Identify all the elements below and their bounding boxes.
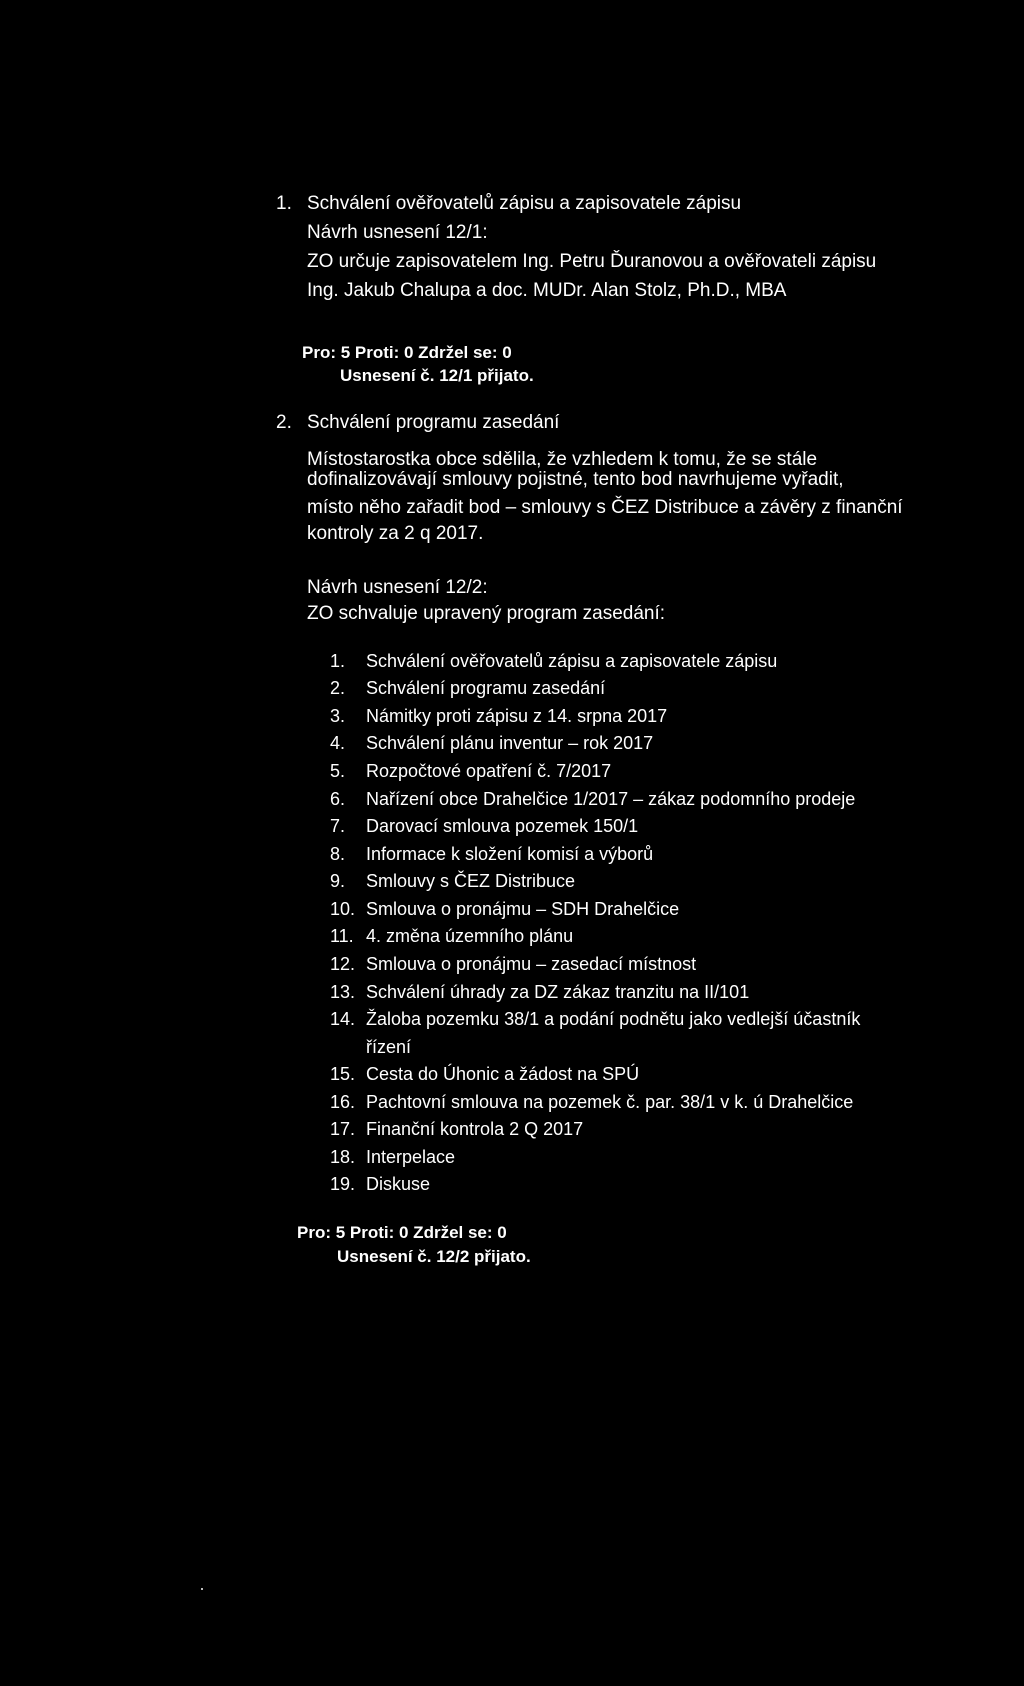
agenda-item-text: Schválení programu zasedání [366,678,606,698]
agenda-item-text: Schválení úhrady za DZ zákaz tranzitu na II/101 [366,982,750,1002]
agenda-item-text: Darovací smlouva pozemek 150/1 [366,816,639,836]
agenda-item-text: Schválení ověřovatelů zápisu a zapisovatele zápisu [366,651,778,671]
section2-proposal-label: Návrh usnesení 12/2: [307,577,488,598]
agenda-item-number: 2. [330,678,346,698]
agenda-item-text: Rozpočtové opatření č. 7/2017 [366,761,612,781]
section1-body-line1: ZO určuje zapisovatelem Ing. Petru Ďuranovou a ověřovateli zápisu [307,251,877,272]
scan-speck [201,1588,203,1590]
agenda-item-text: Cesta do Úhonic a žádost na SPÚ [366,1064,640,1084]
agenda-item-text: Smlouva o pronájmu – zasedací místnost [366,954,697,974]
agenda-item-number: 15. [330,1064,356,1084]
agenda-item-number: 18. [330,1147,356,1167]
section2-proposal-text: ZO schvaluje upravený program zasedání: [307,603,666,624]
agenda-item-number: 19. [330,1174,356,1194]
agenda-item-number: 1. [330,651,346,671]
agenda-item-text: Interpelace [366,1147,456,1167]
agenda-item-text: Informace k složení komisí a výborů [366,844,654,864]
agenda-item-text: Pachtovní smlouva na pozemek č. par. 38/1 v k. ú Drahelčice [366,1092,854,1112]
agenda-item-number: 9. [330,871,346,891]
section2-resolution: Usnesení č. 12/2 přijato. [337,1247,531,1266]
agenda-item-number: 6. [330,789,346,809]
section1-vote: Pro: 5 Proti: 0 Zdržel se: 0 [302,343,512,362]
section1-body-line2: Ing. Jakub Chalupa a doc. MUDr. Alan Stolz, Ph.D., MBA [307,280,787,301]
section1-heading: Schválení ověřovatelů zápisu a zapisovatele zápisu [307,193,742,214]
agenda-item-text: Schválení plánu inventur – rok 2017 [366,733,654,753]
section2-body-line2: dofinalizovávají smlouvy pojistné, tento bod navrhujeme vyřadit, [307,469,844,490]
agenda-item-number: 16. [330,1092,356,1112]
agenda-item-text: Námitky proti zápisu z 14. srpna 2017 [366,706,668,726]
agenda-item-text: Žaloba pozemku 38/1 a podání podnětu jako vedlejší účastník [366,1009,861,1029]
section2-body-line3: místo něho zařadit bod – smlouvy s ČEZ Distribuce a závěry z finanční [307,497,903,518]
agenda-item-number: 11. [330,926,354,946]
agenda-item-number: 14. [330,1009,356,1029]
agenda-item-number: 5. [330,761,346,781]
agenda-item-text: Smlouva o pronájmu – SDH Drahelčice [366,899,680,919]
agenda-item-number: 4. [330,733,346,753]
section1-proposal-label: Návrh usnesení 12/1: [307,222,488,243]
agenda-item-number: 17. [330,1119,356,1139]
agenda-item-text: Diskuse [366,1174,431,1194]
section2-vote: Pro: 5 Proti: 0 Zdržel se: 0 [297,1223,507,1242]
section2-heading: Schválení programu zasedání [307,412,560,433]
agenda-item-text: řízení [366,1037,412,1057]
section1-resolution: Usnesení č. 12/1 přijato. [340,366,534,385]
agenda-item-text: Smlouvy s ČEZ Distribuce [366,871,576,891]
agenda-item-number: 3. [330,706,346,726]
agenda-item-text: Nařízení obce Drahelčice 1/2017 – zákaz podomního prodeje [366,789,856,809]
section1-number: 1. [276,193,292,214]
agenda-item-number: 10. [330,899,356,919]
agenda-item-text: 4. změna územního plánu [366,926,574,946]
agenda-item-number: 7. [330,816,346,836]
section2-body-line4: kontroly za 2 q 2017. [307,523,484,544]
agenda-item-number: 12. [330,954,356,974]
agenda-item-number: 8. [330,844,346,864]
agenda-item-number: 13. [330,982,356,1002]
agenda-item-text: Finanční kontrola 2 Q 2017 [366,1119,584,1139]
section2-number: 2. [276,412,292,433]
section2-body-line1: Místostarostka obce sdělila, že vzhledem k tomu, že se stále [307,449,818,470]
